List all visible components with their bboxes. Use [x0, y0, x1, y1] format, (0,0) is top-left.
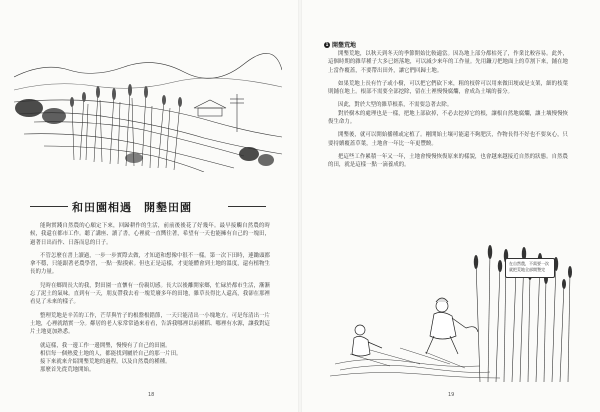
paragraph: 如果荒地上長有竹子或小樹，可以把它們砍下來，粗的枝幹可以用來做田埂或是支架，細的枝葉則鋪在地上。根部不需要全部挖除，留在土裡慢慢腐爛，會成為土壤的養分。	[328, 80, 568, 96]
paragraph: 能夠實踐自然農的心願定下來，回歸耕作的生活，前前後後花了好幾年。最早接觸自然農的時候，我還在都市工作。聽了講座、讀了書，心裡就一直嚮往著，希望有一天也能擁有自己的一塊田，過著日出而作、日落而息的日子。	[30, 223, 270, 246]
title-rule-right	[228, 206, 266, 207]
page-number-right	[448, 392, 454, 398]
paragraph: 相信每一個熱愛土地的人，都能找到屬於自己的那一片田。	[40, 350, 182, 357]
left-body-text	[30, 222, 270, 384]
right-body-text	[328, 50, 568, 236]
section-number-badge: 1	[325, 41, 329, 47]
paragraph: 因此，對於大型的雜草根系，不需要急著去除。	[338, 102, 453, 109]
page-number-left-text: 18	[148, 392, 155, 398]
left-page	[0, 0, 299, 412]
section-heading-text: 開墾荒地	[332, 42, 357, 49]
page-number-right-text: 19	[448, 392, 455, 398]
paragraph: 不管怎麼在書上讀過，一步一步實際去做，才知道和想像中很不一樣。第一次下田時，連鋤頭都拿不穩，只能跟著老農學習，一點一點摸索。但也正是這樣，才更能體會到土地的溫度，還有植物生長的力量。	[30, 252, 270, 276]
page-number-left	[148, 392, 154, 398]
chapter-title-text: 和田園相遇 開墾田園	[72, 201, 192, 214]
section-heading	[324, 40, 356, 49]
title-rule-left	[30, 206, 68, 207]
paragraph: 把這些工作累積一年又一年，土地會慢慢恢復原來的樣貌，也會越來越接近自然的狀態。自然農的田，就是這樣一點一滴養成的。	[328, 153, 568, 169]
paragraph: 開墾荒地，以秋天到冬天的季節開始比較適當。因為地上部分都枯死了，作業比較容易。此外，這個時期的雜草種子大多已經落地，可以減少來年的工作量。先用鐮刀把地面上的草割下來，鋪在地上當作覆蓋，不要帶出田外，讓它們回歸土地。	[328, 51, 568, 74]
paragraph: 就這樣，我一邊工作一邊開墾，慢慢有了自己的田園。	[40, 342, 171, 349]
paragraph: 接下來就來介紹開墾荒地的過程，以及自然農的種種。	[40, 359, 171, 366]
paragraph: 兒時在鄉間長大的我，對田園一直懷有一份親切感。長大以後離開家鄉，忙碌於都市生活，漸漸忘了泥土的氣味。直到有一天，朋友帶我去看一塊荒廢多年的田地，雜草長得比人還高，我卻在那裡看見了未來的樣子。	[30, 282, 270, 306]
paragraph: 整理荒地是辛苦的工作，芒草與竹子的根盤根錯節，一天只能清出一小塊地方。可是每清出一片土地，心裡就踏實一分。鄰居的老人家常常過來看看，告訴我哪裡以前種稻、哪裡有水源，讓我對這片土地更加熟悉。	[30, 312, 270, 336]
illustration-callout	[505, 258, 555, 278]
callout-text: 在自然農，不需要一次就把荒地全部開墾完	[509, 261, 549, 272]
paragraph: 開墾後，就可以開始播種或定植了。剛開始土壤可能還不夠肥沃，作物長得不好也不要灰心，只要持續覆蓋草葉，土地會一年比一年更豐饒。	[328, 132, 568, 147]
paragraph: 那麼首先從荒地開始。	[40, 367, 95, 374]
mountain-village-illustration	[14, 42, 282, 172]
paragraph: 對於樹木的處理也是一樣，把地上部砍掉，不必去挖掉它的根，讓根自然地腐爛，讓土壤慢慢恢復生命力。	[328, 110, 568, 126]
chapter-title	[72, 199, 232, 215]
